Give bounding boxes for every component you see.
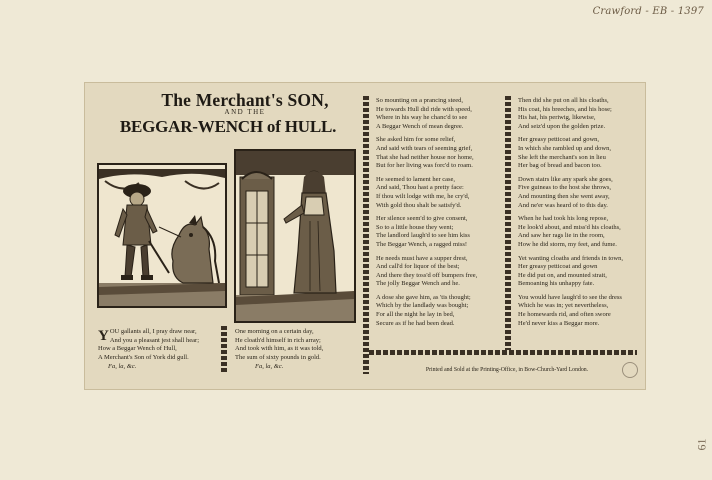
- broadside-sheet: [84, 82, 646, 390]
- verse-line: In which she rambled up and down,: [518, 144, 611, 152]
- verse-line: He look'd about, and miss'd his cloaths,: [518, 223, 621, 231]
- verse-line: He did put on, and mounted strait,: [518, 271, 607, 279]
- verse-line: That she had neither house nor home,: [376, 153, 474, 161]
- opening-verse: [98, 328, 218, 372]
- verse-line: If thou wilt lodge with me, he cry'd,: [376, 192, 470, 200]
- verse-line: Her greasy petticoat and gown,: [518, 136, 600, 144]
- verse-line: Down stairs like any spark she goes,: [518, 175, 613, 183]
- verse-line: You would have laugh'd to see the dress: [518, 293, 622, 301]
- verse-line: So to a little house they went;: [376, 223, 454, 231]
- ornament-border-center: [363, 96, 369, 374]
- verse-line: Where in his way he chanc'd to see: [376, 114, 468, 122]
- verse-column-2: [518, 97, 642, 328]
- verse-line: For all the night he lay in bed,: [376, 311, 455, 319]
- corner-number: 61: [694, 438, 709, 451]
- verse-refrain: Fa, la, &c.: [255, 363, 284, 371]
- verse-line: Which he was in; yet nevertheless,: [518, 302, 609, 310]
- verse-line: The jolly Beggar Wench and he.: [376, 280, 460, 288]
- imprint-line: Printed and Sold at the Printing-Office, in Bow-Church-Yard London.: [425, 367, 589, 373]
- verse-line: A Merchant's Son of York did gull.: [98, 353, 189, 361]
- verse-line: His coat, his breeches, and his hose;: [518, 105, 612, 113]
- verse-line: Her greasy petticoat and gown: [518, 263, 598, 271]
- verse-line: Her silence seem'd to give consent,: [376, 215, 468, 223]
- verse-line: One morning on a certain day,: [235, 328, 314, 335]
- merchant-horse-image: [99, 165, 225, 306]
- drop-cap: Y: [98, 328, 109, 344]
- verse-line: He needs must have a supper drest,: [376, 254, 468, 262]
- verse-line: How he did storm, my feet, and fume.: [518, 240, 617, 248]
- verse-line: And seiz'd upon the golden prize.: [518, 122, 606, 130]
- ornament-border-right: [505, 96, 511, 351]
- verse-line: And ne'er was heard of to this day.: [518, 201, 608, 209]
- verse-line: And said, Thou hast a pretty face:: [376, 184, 464, 192]
- verse-line: He towards Hull did ride with speed,: [376, 105, 472, 113]
- verse-line: She left the merchant's son in lieu: [518, 153, 606, 161]
- verse-line: She asked him for some relief,: [376, 136, 456, 144]
- verse-line: So mounting on a prancing steed,: [376, 97, 464, 104]
- verse-line: Yet wanting cloaths and friends in town,: [518, 254, 623, 262]
- verse-line: The landlord laugh'd to see him kiss: [376, 232, 470, 240]
- ornament-border-bottom: [369, 350, 637, 355]
- verse-line: And there they toss'd off bumpers free,: [376, 271, 478, 279]
- verse-line: A Beggar Wench of mean degree.: [376, 122, 464, 130]
- verse-line: How a Beggar Wench of Hull,: [98, 345, 177, 353]
- verse-line: Which by the landlady was bought;: [376, 302, 469, 310]
- library-stamp: [622, 362, 638, 378]
- verse-line: Five guineas to the host she throws,: [518, 184, 611, 192]
- verse-column-1: [376, 97, 502, 328]
- verse-line: And you a pleasant jest shall hear;: [109, 336, 200, 344]
- verse-line: Secure as if he had been dead.: [376, 319, 455, 327]
- verse-line: OU gallants all, I pray draw near,: [109, 328, 197, 335]
- shelfmark-annotation: Crawford - EB - 1397: [592, 6, 704, 17]
- verse-line: He'd never kiss a Beggar more.: [518, 319, 600, 327]
- woodcut-merchant-with-horse: [97, 163, 227, 308]
- verse-line: He cloath'd himself in rich array;: [235, 336, 321, 344]
- verse-refrain: Fa, la, &c.: [108, 363, 137, 371]
- title-line-3: BEGGAR-WENCH of HULL.: [119, 117, 337, 136]
- title-line-2: AND THE: [224, 108, 266, 116]
- verse-line: He homewards rid, and often swore: [518, 311, 611, 319]
- verse-line: When he had took his long repose,: [518, 215, 609, 223]
- verse-line: And saw her rags lie in the room,: [518, 232, 605, 240]
- verse-line: And call'd for liquor of the best;: [376, 263, 460, 271]
- verse-line: The sum of sixty pounds in gold.: [235, 353, 321, 361]
- verse-line: And said with tears of seeming grief,: [376, 144, 473, 152]
- verse-line: Then did she put on all his cloaths,: [518, 97, 609, 104]
- verse-line: The Beggar Wench, a ragged miss!: [376, 240, 468, 248]
- verse-line: A dose she gave him, as 'tis thought;: [376, 293, 471, 301]
- verse-line: He seemed to lament her case,: [376, 175, 456, 183]
- ornament-border-left: [221, 326, 227, 372]
- woodcut-beggar-wench: [234, 149, 356, 323]
- verse-line: His hat, his periwig, likewise,: [518, 114, 596, 122]
- beggar-wench-image: [236, 151, 354, 321]
- verse-line: And took with him, as it was told,: [235, 345, 324, 353]
- second-verse: [235, 328, 355, 372]
- verse-line: Bemoaning his unhappy fate.: [518, 280, 595, 288]
- verse-line: Her bag of bread and bacon too.: [518, 162, 602, 170]
- verse-line: With gold thou shalt be satisfy'd.: [376, 201, 462, 209]
- title-line-1: The Merchant's SON,: [161, 90, 329, 110]
- verse-line: And mounting then she went away,: [518, 192, 610, 200]
- verse-line: But for her living was forc'd to roam.: [376, 162, 473, 170]
